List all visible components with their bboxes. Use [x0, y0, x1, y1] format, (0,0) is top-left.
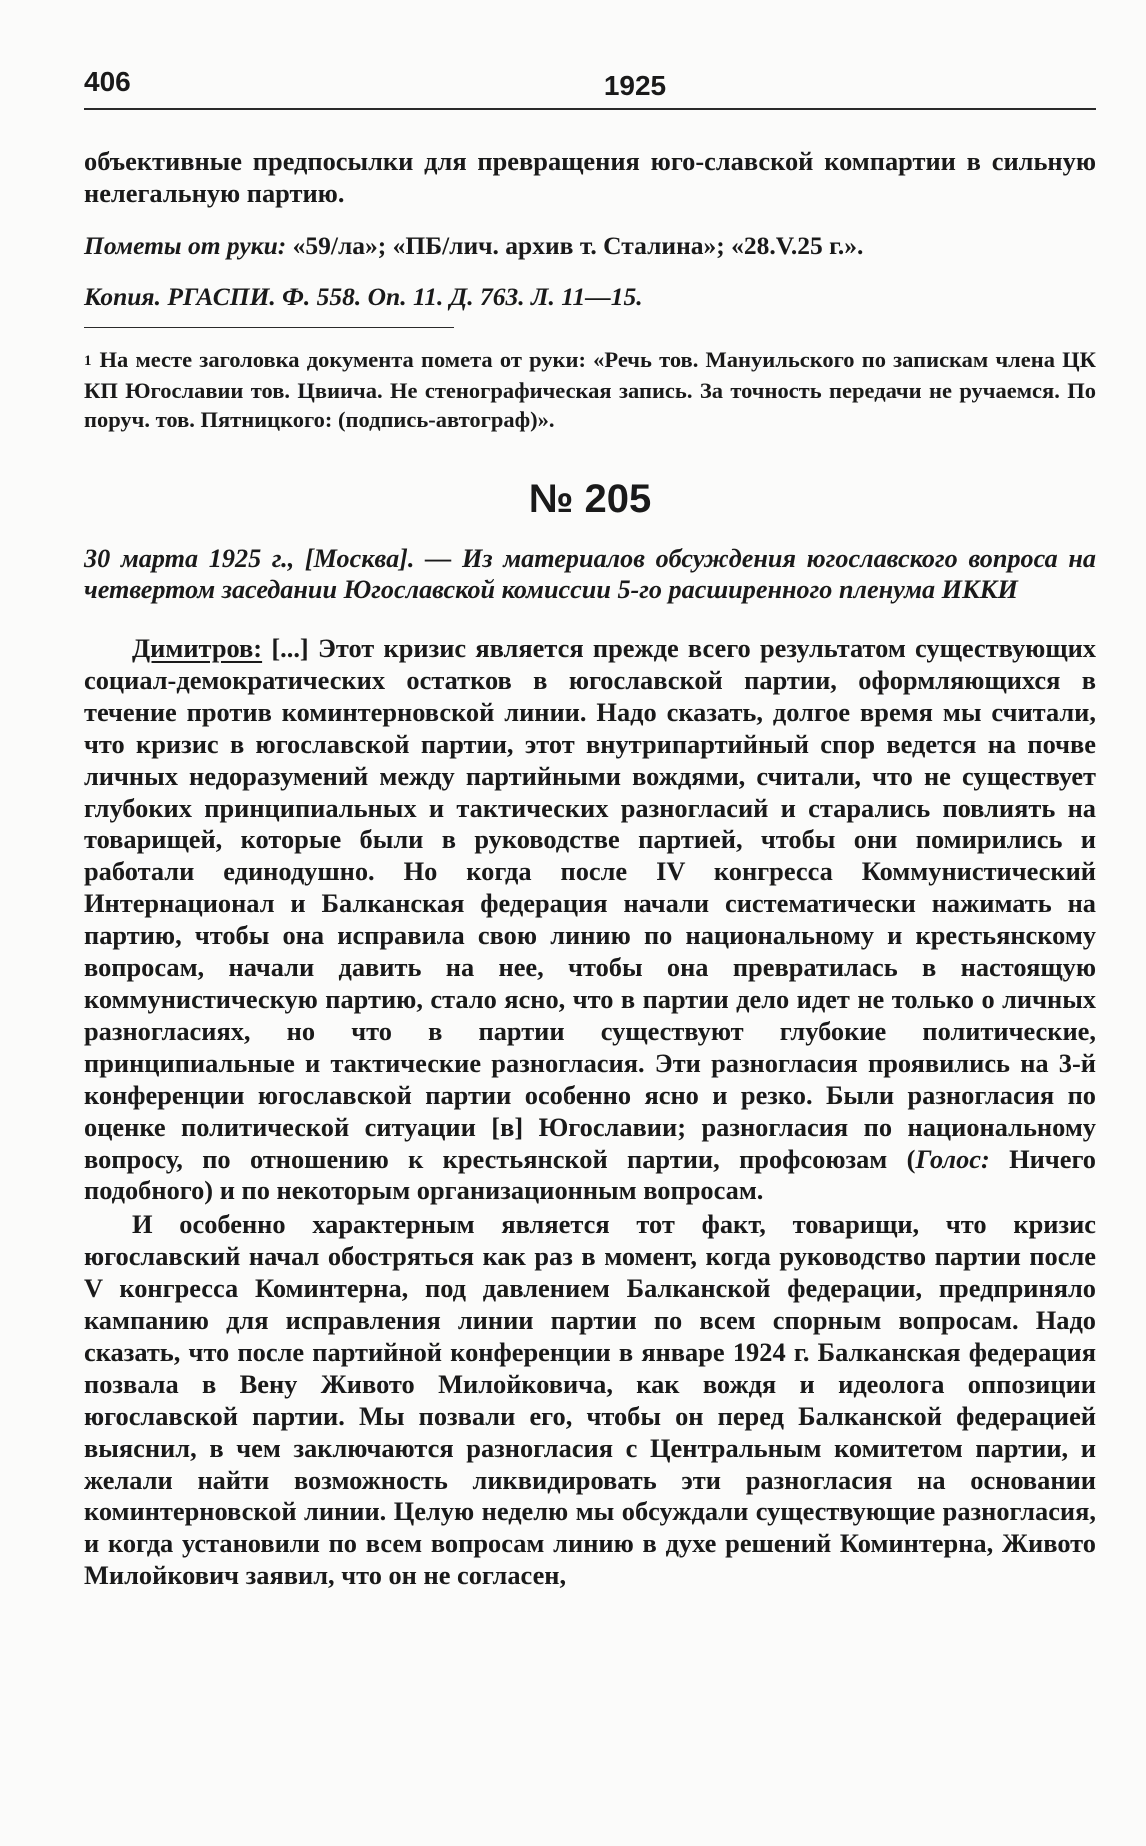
speech-paragraph-1	[84, 633, 1096, 1207]
marks-text: «59/ла»; «ПБ/лич. архив т. Сталина»; «28.V.25 г.».	[286, 230, 864, 260]
footnote-divider	[84, 327, 454, 328]
page-content	[84, 145, 1096, 1592]
speech-paragraph-2: И особенно характерным является тот факт, товарищи, что кризис югославский начал обостряться как раз в момент, когда руководство партии после V конгресса Коминтерна, под давлением Балканской федерации, предприняло кампанию для исправления линии партии по всем спорным вопросам. Надо сказать, что после партийной конференции в январе 1924 г. Балканская федерация позвала в Вену Живото Милойковича, как вождя и идеолога оппозиции югославской партии. Мы позвали его, чтобы он перед Балканской федерацией выяснил, в чем заключаются разногласия с Центральным комитетом партии, и желали найти возможность ликвидировать эти разногласия на основании коминтерновской линии. Целую неделю мы обсуждали существующие разногласия, и когда установили по всем вопросам линию в духе решений Коминтерна, Живото Милойкович заявил, что он не согласен,	[84, 1209, 1096, 1591]
running-head-year: 1925	[603, 70, 667, 101]
footnote	[84, 346, 1096, 435]
marks-label: Пометы от руки:	[84, 230, 287, 260]
footnote-marker: 1	[84, 352, 92, 369]
speech-text-1a: [...] Этот кризис является прежде всего результатом существующих социал-демократических остатков в югославской партии, оформляющихся в течение против коминтерновской линии. Надо сказать, долгое время мы считали, что кризис в югославской партии, этот внутрипартийный спор ведется на почве личных недоразумений между партийными вождями, считали, что не существует глубоких принципиальных и тактических разногласий и старались повлиять на товарищей, которые были в руководстве партией, чтобы они помирились и работали единодушно. Но когда после IV конгресса Коммунистический Интернационал и Балканская федерация начали систематически нажимать на партию, чтобы она исправила свою линию по национальному и крестьянскому вопросам, начали давить на нее, чтобы она превратилась в настоящую коммунистическую партию, стало ясно, что в партии дело идет не только о личных разногласиях, но что в партии существуют глубокие политические, принципиальные и тактические разногласия. Эти разногласия проявились на 3-й конференции югославской партии особенно ясно и резко. Были разногласия по оценке политической ситуации [в] Югославии; разногласия по национальному вопросу, по отношению к крестьянской партии, профсоюзам (	[84, 633, 1096, 1174]
speaker-name: Димитров:	[132, 633, 263, 663]
footnote-text: На месте заголовка документа помета от руки: «Речь тов. Мануильского по запискам члена ЦК КП Югославии тов. Цвиича. Не стенографическая запись. За точность передачи не ручаемся. По поруч. тов. Пятницкого: (подпись-автограф)».	[84, 346, 1096, 432]
document-title: 30 марта 1925 г., [Москва]. — Из материалов обсуждения югославского вопроса на четвертом заседании Югославской комиссии 5-го расширенного пленума ИККИ	[84, 543, 1096, 604]
continuation-paragraph: объективные предпосылки для превращения юго-славской компартии в сильную нелегальную партию.	[84, 146, 1096, 209]
interjection-label: Голос:	[915, 1143, 990, 1174]
page-number: 406	[84, 66, 131, 97]
archive-reference: Копия. РГАСПИ. Ф. 558. Оп. 11. Д. 763. Л. 11—15.	[84, 281, 643, 311]
speech-text-1b: Ничего подобного) и по некоторым организационным вопросам.	[84, 1143, 1097, 1206]
running-header	[84, 62, 1096, 110]
document-number: № 205	[528, 476, 652, 521]
handwritten-marks-note	[84, 230, 1096, 262]
